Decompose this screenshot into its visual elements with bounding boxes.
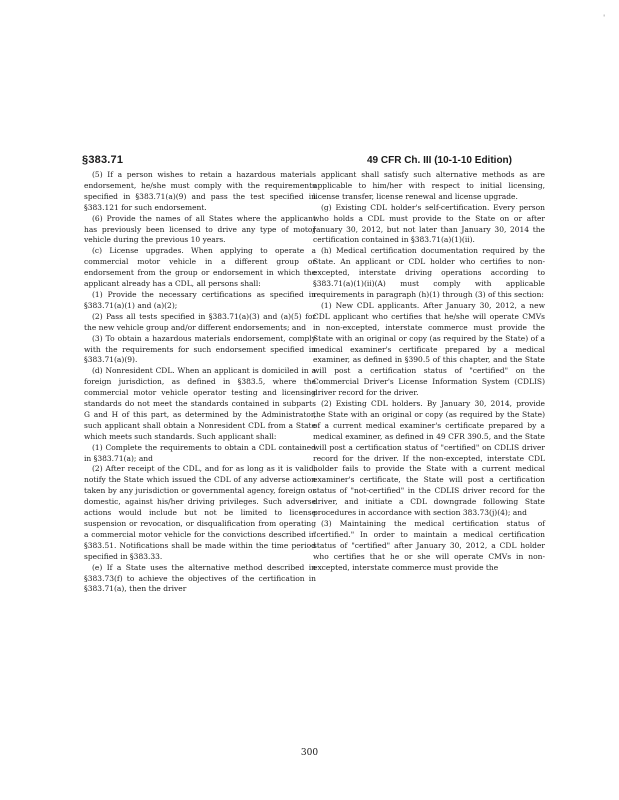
paragraph: (5) If a person wishes to retain a hazardous materials endorsement, he/she must comply with the requirements specified in §383.71(a)(9) and pass the test specified in §383.121 for such endorsement. — [84, 170, 316, 212]
running-title: 49 CFR Ch. III (10-1-10 Edition) — [366, 155, 512, 166]
paragraph: (h) Medical certification documentation required by the State. An applicant or CDL holder who certifies to non-excepted, interstate driving operations according to §383.71(a)(1)(ii)(A) must comply with applicable requirements in paragraph (h)(1) through (3) of this section: — [313, 246, 545, 299]
paragraph: (1) Complete the requirements to obtain a CDL contained in §383.71(a); and — [84, 442, 316, 463]
page-number: 300 — [300, 748, 319, 758]
paragraph: (c) License upgrades. When applying to operate a commercial motor vehicle in a different group or endorsement from the group or endorsement in which the applicant already has a CDL, all persons shall: — [84, 246, 316, 289]
paragraph: (1) New CDL applicants. After January 30, 2012, a new CDL applicant who certifies that he/she will operate CMVs in non-excepted, interstate commerce must provide the State with an original or copy (as required by the State) of a medical examiner's certificate prepared by a medical examiner, as defined in §390.5 of this chapter, and the State will post a certification status of "certified" on the Commercial Driver's License Information System (CDLIS) driver record for the driver. — [313, 300, 545, 398]
paragraph: (3) To obtain a hazardous materials endorsement, comply with the requirements for such endorsement specified in §383.71(a)(9). — [84, 333, 316, 365]
left-column — [84, 170, 316, 595]
paragraph: (2) Pass all tests specified in §383.71(a)(3) and (a)(5) for the new vehicle group and/or different endorsements; and — [84, 311, 316, 332]
corner-mark: ' — [603, 14, 605, 22]
right-column — [313, 170, 545, 574]
paragraph: (1) Provide the necessary certifications as specified in §383.71(a)(1) and (a)(2); — [84, 289, 316, 310]
paragraph: (2) Existing CDL holders. By January 30, 2014, provide the State with an original or copy (as required by the State) of a current medical examiner's certificate prepared by a medical examiner, as defined in 49 CFR 390.5, and the State will post a certification status of "certified" on CDLIS driver record for the driver. If the non-excepted, interstate CDL holder fails to provide the State with a current medical examiner's certificate, the State will post a certification status of "not-certified" in the CDLIS driver record for the driver, and initiate a CDL downgrade following State procedures in accordance with section 383.73(j)(4); and — [313, 399, 545, 518]
paragraph: applicant shall satisfy such alternative methods as are applicable to him/her with respect to initial licensing, license transfer, license renewal and license upgrade. — [313, 170, 545, 201]
paragraph: (g) Existing CDL holder's self-certification. Every person who holds a CDL must provide to the State on or after January 30, 2012, but not later than January 30, 2014 the certification contained in §383.71(a)(1)(ii). — [313, 202, 545, 245]
section-header: §383.71 — [82, 154, 124, 166]
paragraph: (6) Provide the names of all States where the applicant has previously been licensed to drive any type of motor vehicle during the previous 10 years. — [84, 213, 316, 245]
paragraph: (3) Maintaining the medical certification status of "certified." In order to maintain a medical certification status of "certified" after January 30, 2012, a CDL holder who certifies that he or she will operate CMVs in non-excepted, interstate commerce must provide the — [313, 519, 545, 572]
paragraph: (e) If a State uses the alternative method described in §383.73(f) to achieve the objectives of the certification in §383.71(a), then the driver — [84, 562, 316, 594]
paragraph: (d) Nonresident CDL. When an applicant is domiciled in a foreign jurisdiction, as defined in §383.5, where the commercial motor vehicle operator testing and licensing standards do not meet the standards contained in subparts G and H of this part, as determined by the Administrator, such applicant shall obtain a Nonresident CDL from a State which meets such standards. Such applicant shall: — [84, 366, 316, 441]
paragraph: (2) After receipt of the CDL, and for as long as it is valid, notify the State which issued the CDL of any adverse action taken by any jurisdiction or governmental agency, foreign or domestic, against his/her driving privileges. Such adverse actions would include but not be limited to license suspension or revocation, or disqualification from operating a commercial motor vehicle for the convictions described in §383.51. Notifications shall be made within the time period specified in §383.33. — [84, 464, 316, 561]
